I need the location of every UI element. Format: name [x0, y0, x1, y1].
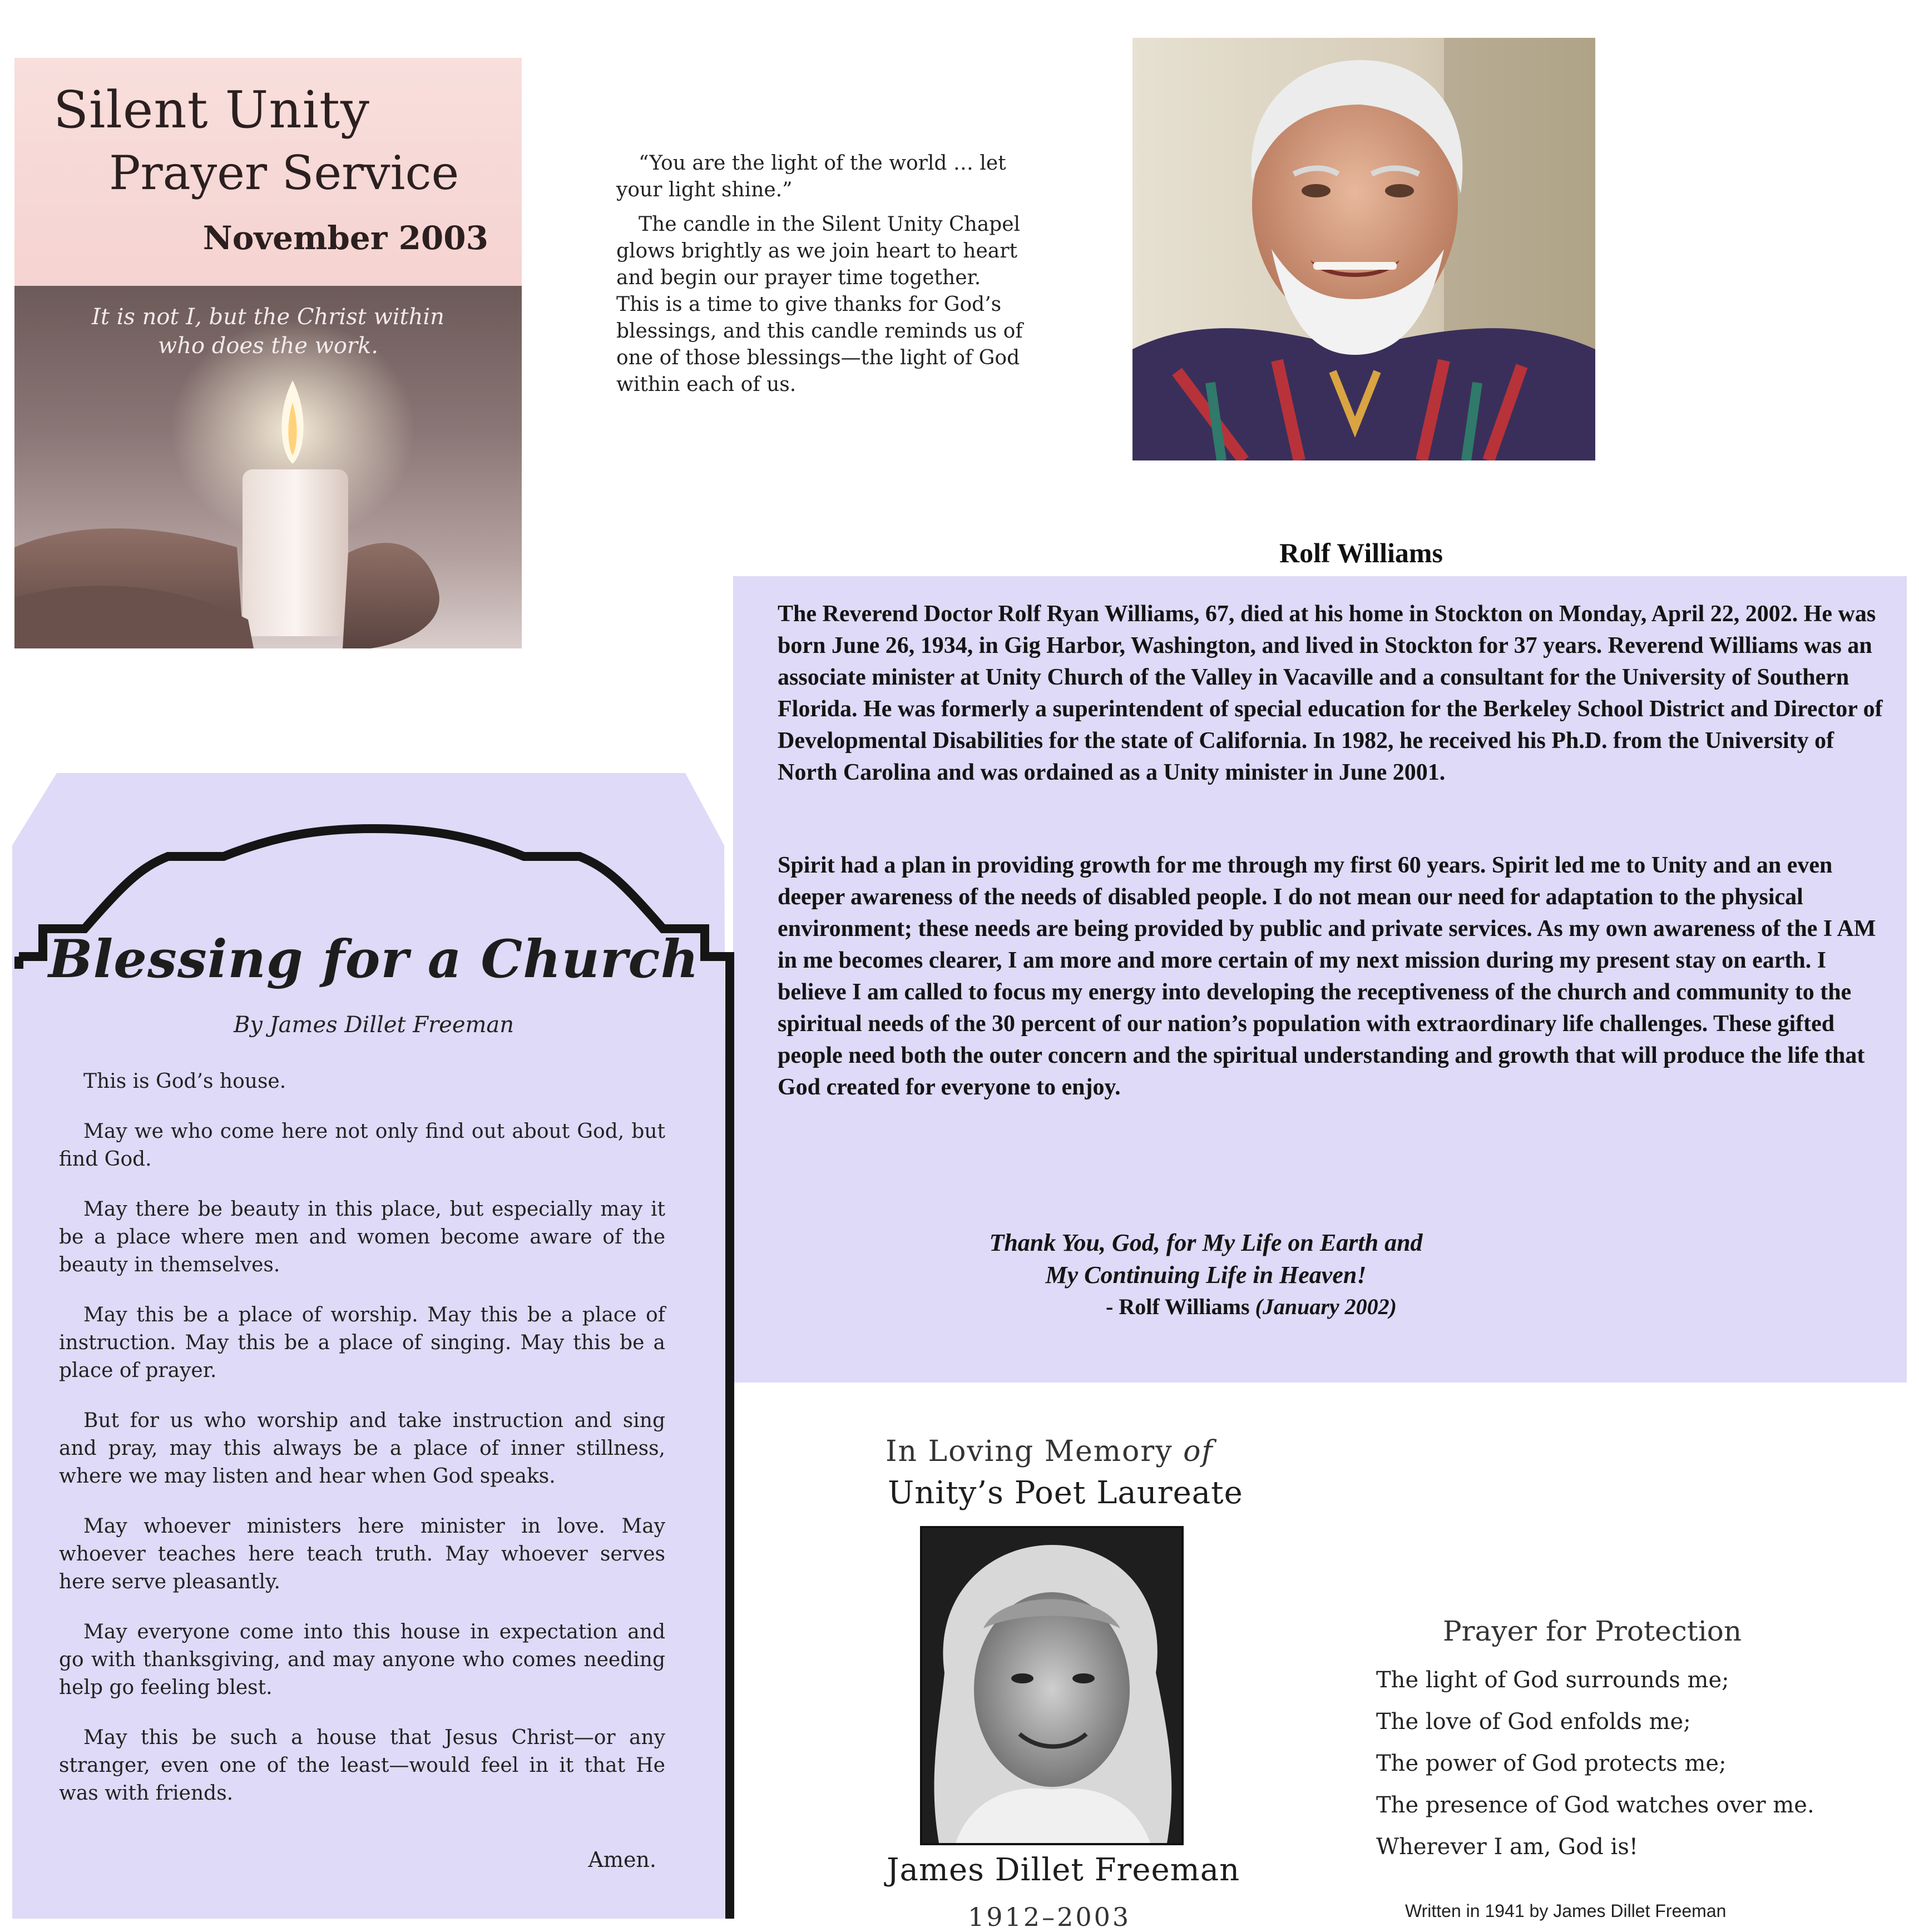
candle-paragraph: The candle in the Silent Unity Chapel glows brightly as we join heart to heart and begin our prayer time together. This is a time to give thanks for God’s blessings, and this candle reminds us of one of those blessings—the light of God within each of us.	[616, 213, 1023, 396]
in-loving-memory-heading	[886, 1435, 1214, 1468]
blessing-paragraph: May there be beauty in this place, but especially may it be a place where men and women become aware of the beauty in themselves.	[59, 1198, 665, 1276]
life-years: 1912–2003	[968, 1902, 1131, 1932]
quote-line-1: It is not I, but the Christ within	[92, 304, 444, 330]
christ-within-quote	[14, 303, 522, 360]
thank-you-god-quote	[733, 1227, 1679, 1291]
closing-line-2: My Continuing Life in Heaven!	[1045, 1261, 1367, 1289]
obituary-bio: The Reverend Doctor Rolf Ryan Williams, 67, died at his home in Stockton on Monday, April 22, 2002. He was born June 26, 1934, in Gig Harbor, Washington, and lived in Stockton for 37 years. Reverend Williams was an associate minister at Unity Church of the Valley in Vacaville and a consultant for the University of Southern Florida. He was formerly a superintendent of special education for the Berkeley School District and Director of Developmental Disabilities for the state of California. In 1982, he received his Ph.D. from the University of North Carolina and was ordained as a Unity minister in June 2001.	[778, 601, 1883, 785]
prayer-line: Wherever I am, God is!	[1376, 1834, 1638, 1860]
portrait-illustration	[1132, 38, 1595, 460]
signature-name: - Rolf Williams	[1106, 1294, 1250, 1319]
prayer-line: The love of God enfolds me;	[1376, 1709, 1691, 1735]
rolf-williams-photo	[1132, 38, 1595, 460]
memory-prefix: In Loving Memory	[886, 1435, 1173, 1468]
prayer-line: The presence of God watches over me.	[1376, 1792, 1814, 1818]
rolf-williams-heading: Rolf Williams	[1279, 537, 1443, 568]
blessing-paragraph: May we who come here not only find out about God, but find God.	[59, 1120, 665, 1171]
portrait-illustration	[922, 1528, 1181, 1843]
candle-reflection-text	[616, 150, 1028, 406]
rolf-signature	[1106, 1294, 1397, 1320]
closing-line-1: Thank You, God, for My Life on Earth and	[989, 1229, 1423, 1256]
service-date: November 2003	[202, 219, 488, 257]
blessing-paragraph: This is God’s house.	[83, 1070, 286, 1093]
silent-unity-title: Silent Unity	[53, 80, 370, 140]
blessing-paragraph: May this be such a house that Jesus Christ—or any stranger, even one of the least—would feel in it that He was with friends.	[59, 1726, 665, 1805]
light-of-world-quote: “You are the light of the world … let your light shine.”	[616, 152, 1006, 201]
blessing-content	[12, 773, 740, 1919]
blessing-byline: By James Dillet Freeman	[233, 1012, 515, 1038]
silent-unity-header	[14, 58, 522, 286]
james-dillet-freeman-photo	[920, 1526, 1184, 1845]
blessing-paragraph: May everyone come into this house in expectation and go with thanksgiving, and may anyone who comes needing help go feeling blest.	[59, 1621, 665, 1699]
blessing-title: Blessing for a Church	[48, 929, 699, 990]
prayer-line: The light of God surrounds me;	[1376, 1667, 1729, 1693]
blessing-for-a-church-card	[12, 773, 740, 1919]
prayer-for-protection-title: Prayer for Protection	[1443, 1615, 1742, 1647]
prayer-credit: Written in 1941 by James Dillet Freeman	[1405, 1901, 1727, 1921]
blessing-amen: Amen.	[588, 1847, 656, 1872]
blessing-paragraph: May this be a place of worship. May this be a place of instruction. May this be a place of singing. May this be a place of prayer.	[59, 1304, 665, 1382]
obituary-reflection: Spirit had a plan in providing growth for me through my first 60 years. Spirit led me to Unity and an even deeper awareness of the needs of disabled people. I do not mean our need for adaptation to the physical environment; these needs are being provided by public and private services. As my own awareness of the I AM in me becomes clearer, I am more and more certain of my next mission during my present stay on earth. I believe I am called to focus my energy into developing the receptiveness of the church and community to the spiritual needs of the 30 percent of our nation’s population with extraordinary life challenges. These gifted people need both the outer concern and the spiritual understanding and growth that will produce the life that God created for everyone to enjoy.	[778, 853, 1876, 1100]
quote-line-2: who does the work.	[157, 333, 378, 359]
silent-unity-card	[14, 58, 522, 648]
poet-laureate-heading: Unity’s Poet Laureate	[888, 1475, 1243, 1511]
memory-of: of	[1183, 1435, 1214, 1468]
prayer-line: The power of God protects me;	[1376, 1751, 1727, 1776]
blessing-paragraph: May whoever ministers here minister in love. May whoever teaches here teach truth. May whoever serves here serve pleasantly.	[59, 1515, 665, 1593]
james-dillet-freeman-name: James Dillet Freeman	[887, 1852, 1240, 1888]
obituary-body	[778, 598, 1885, 1103]
blessing-body	[59, 1068, 665, 1830]
signature-date: (January 2002)	[1255, 1294, 1397, 1319]
blessing-paragraph: But for us who worship and take instruction and sing and pray, may this always be a place of inner stillness, where we may listen and hear when God speaks.	[59, 1409, 665, 1488]
prayer-lines	[1376, 1659, 1814, 1868]
prayer-service-subtitle: Prayer Service	[109, 146, 459, 200]
rolf-williams-obituary	[733, 576, 1907, 1383]
